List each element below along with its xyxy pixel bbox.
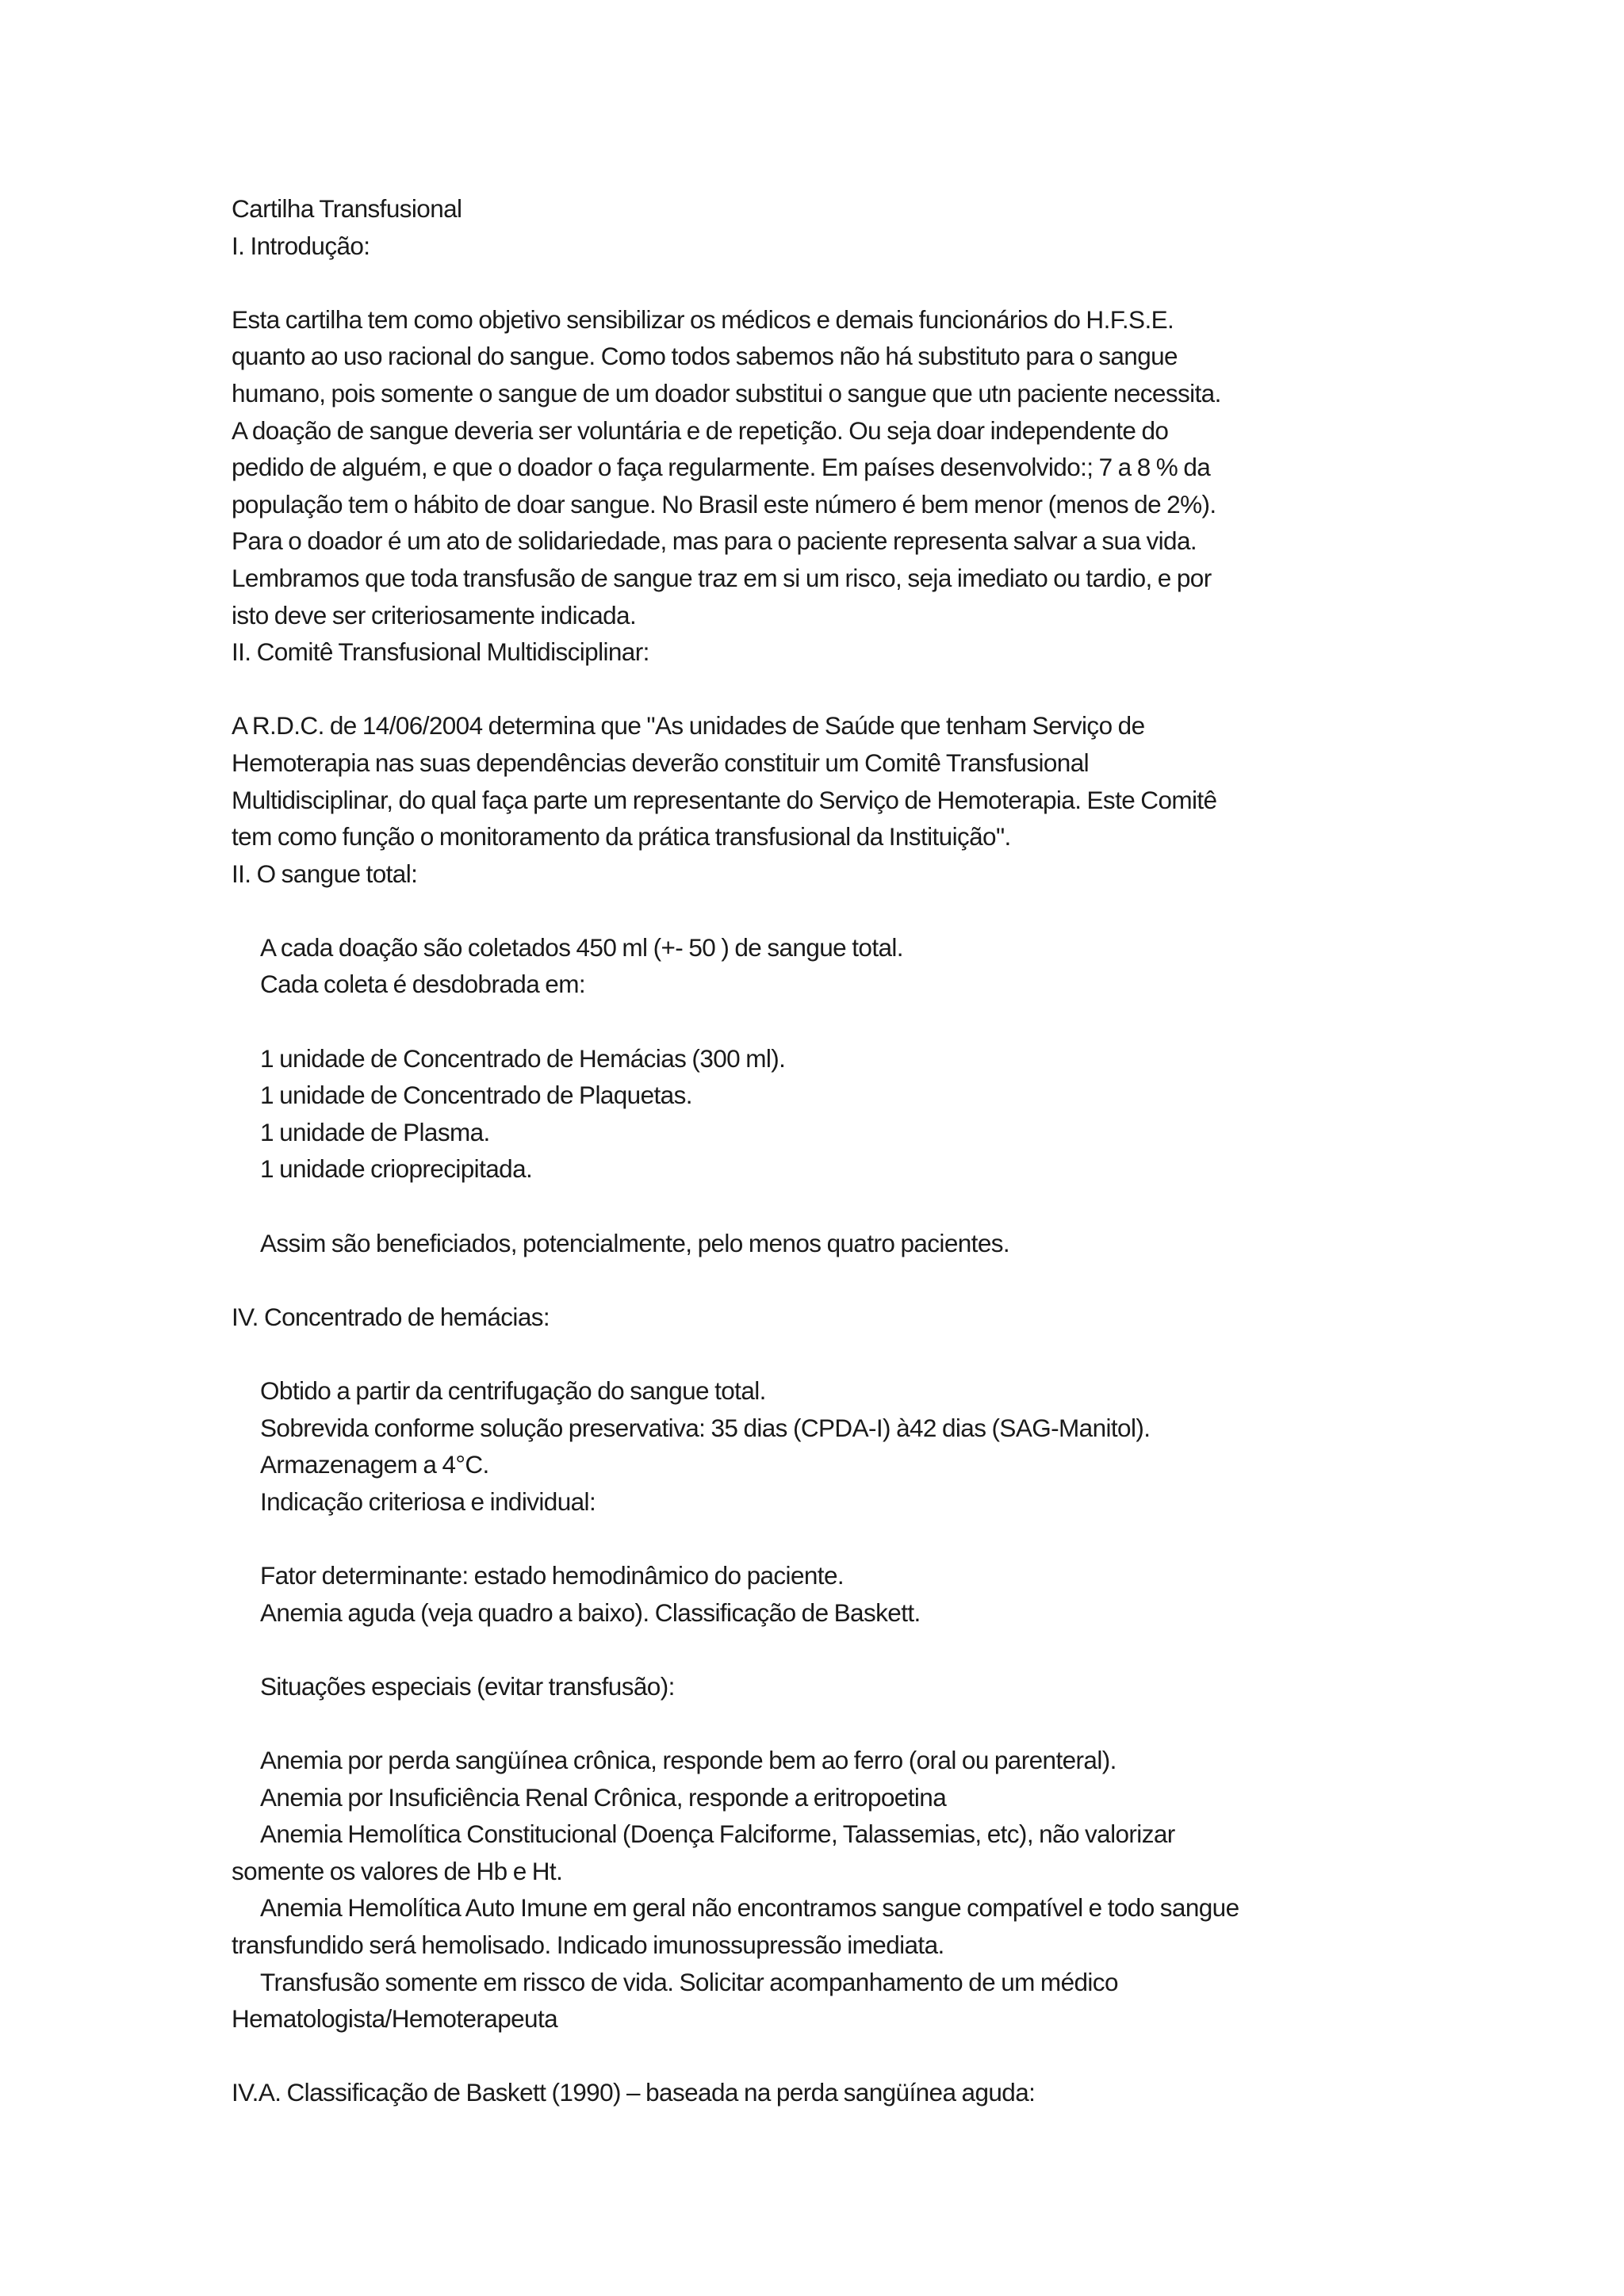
- red-cells-line: Indicação criteriosa e individual:: [260, 1487, 596, 1516]
- whole-blood-line: A cada doação são coletados 450 ml (+- 50 ) de sangue total.: [260, 932, 903, 962]
- special-case-continuation: Hematologista/Hemoterapeuta: [232, 2004, 558, 2034]
- spacer: [232, 1261, 1405, 1299]
- whole-blood-summary: Assim são beneficiados, potencialmente, pelo menos quatro pacientes.: [260, 1228, 1010, 1257]
- list-item: 1 unidade crioprecipitada.: [260, 1154, 533, 1184]
- intro-line: Para o doador é um ato de solidariedade, mas para o paciente representa salvar a sua vida.: [232, 526, 1197, 556]
- committee-line: Multidisciplinar, do qual faça parte um representante do Serviço de Hemoterapia. Este Comitê: [232, 785, 1217, 814]
- intro-line: Lembramos que toda transfusão de sangue traz em si um risco, seja imediato ou tardio, e por: [232, 563, 1212, 592]
- red-cells-line: Obtido a partir da centrifugação do sangue total.: [260, 1376, 766, 1405]
- intro-line: população tem o hábito de doar sangue. No Brasil este número é bem menor (menos de 2%).: [232, 489, 1216, 519]
- document-title: Cartilha Transfusional: [232, 194, 462, 223]
- red-cells-line: Anemia aguda (veja quadro a baixo). Classificação de Baskett.: [260, 1598, 921, 1627]
- spacer: [232, 264, 1405, 301]
- committee-line: A R.D.C. de 14/06/2004 determina que "As unidades de Saúde que tenham Serviço de: [232, 711, 1145, 740]
- intro-heading: I. Introdução:: [232, 231, 370, 260]
- spacer: [232, 1705, 1405, 1742]
- baskett-heading: IV.A. Classificação de Baskett (1990) – baseada na perda sangüínea aguda:: [232, 2078, 1036, 2107]
- committee-line: Hemoterapia nas suas dependências deverão constituir um Comitê Transfusional: [232, 748, 1090, 777]
- intro-line: Esta cartilha tem como objetivo sensibilizar os médicos e demais funcionários do H.F.S.E.: [232, 304, 1174, 334]
- red-cells-line: Fator determinante: estado hemodinâmico do paciente.: [260, 1560, 845, 1590]
- intro-line: quanto ao uso racional do sangue. Como todos sabemos não há substituto para o sangue: [232, 342, 1178, 371]
- component-list: [232, 1040, 1405, 1188]
- intro-line: isto deve ser criteriosamente indicada.: [232, 600, 637, 629]
- intro-line: A doação de sangue deveria ser voluntária e de repetição. Ou seja doar independente do: [232, 415, 1169, 445]
- special-case-line: Anemia Hemolítica Constitucional (Doença Falciforme, Talassemias, etc), não valorizar: [260, 1820, 1175, 1849]
- intro-line: pedido de alguém, e que o doador o faça regularmente. Em países desenvolvido:; 7 a 8 % da: [232, 453, 1211, 482]
- spacer: [232, 1003, 1405, 1040]
- list-item: 1 unidade de Plasma.: [260, 1117, 490, 1146]
- intro-line: humano, pois somente o sangue de um doador substitui o sangue que utn paciente necessita.: [232, 378, 1221, 408]
- committee-heading: II. Comitê Transfusional Multidisciplinar:: [232, 637, 649, 667]
- special-cases-title: Situações especiais (evitar transfusão):: [260, 1671, 675, 1701]
- committee-line: tem como função o monitoramento da prática transfusional da Instituição".: [232, 822, 1011, 851]
- special-case-line: Transfusão somente em rissco de vida. Solicitar acompanhamento de um médico: [260, 1967, 1118, 1996]
- special-case-line: Anemia Hemolítica Auto Imune em geral não encontramos sangue compatível e todo sangue: [260, 1893, 1239, 1923]
- spacer: [232, 1631, 1405, 1668]
- spacer: [232, 1188, 1405, 1225]
- red-cells-line: Sobrevida conforme solução preservativa: 35 dias (CPDA-I) à42 dias (SAG-Manitol).: [260, 1413, 1151, 1442]
- special-case-continuation: somente os valores de Hb e Ht.: [232, 1856, 563, 1885]
- spacer: [232, 892, 1405, 929]
- spacer: [232, 2038, 1405, 2075]
- committee-paragraph: [232, 707, 1405, 855]
- red-cells-line: Armazenagem a 4°C.: [260, 1450, 489, 1479]
- list-item: 1 unidade de Concentrado de Plaquetas.: [260, 1081, 692, 1110]
- red-cells-heading: IV. Concentrado de hemácias:: [232, 1302, 550, 1331]
- spacer: [232, 1520, 1405, 1557]
- special-case-line: Anemia por Insuficiência Renal Crônica, responde a eritropoetina: [260, 1782, 947, 1812]
- special-cases-list: [232, 1742, 1405, 2038]
- document-body: [232, 190, 1405, 2111]
- spacer: [232, 1335, 1405, 1372]
- whole-blood-line: Cada coleta é desdobrada em:: [260, 970, 585, 999]
- special-case-continuation: transfundido será hemolisado. Indicado imunossupressão imediata.: [232, 1930, 944, 1959]
- special-case-line: Anemia por perda sangüínea crônica, responde bem ao ferro (oral ou parenteral).: [260, 1745, 1116, 1774]
- spacer: [232, 671, 1405, 708]
- list-item: 1 unidade de Concentrado de Hemácias (300 ml).: [260, 1043, 786, 1073]
- whole-blood-heading: II. O sangue total:: [232, 859, 418, 888]
- intro-paragraph: [232, 301, 1405, 633]
